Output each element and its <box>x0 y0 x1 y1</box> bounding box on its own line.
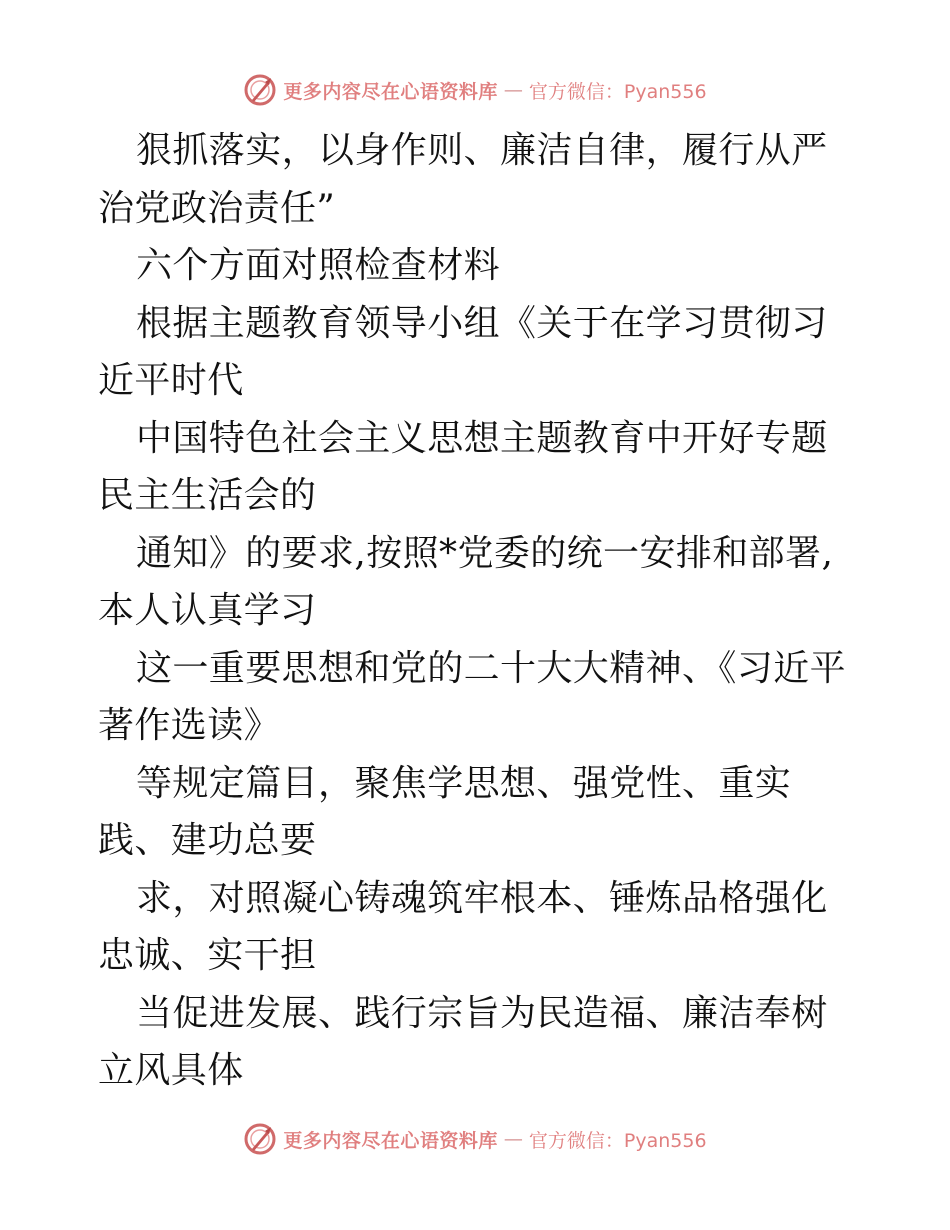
paragraph: 中国特色社会主义思想主题教育中开好专题民主生活会的 <box>98 417 828 516</box>
quill-seal-icon <box>243 73 277 107</box>
watermark-text: 更多内容尽在心语资料库 <box>283 80 498 103</box>
watermark-separator: — <box>503 79 523 101</box>
watermark-wechat: 官方微信：Pyan556 <box>528 1129 707 1152</box>
watermark-banner-top <box>0 70 950 110</box>
watermark-text: 更多内容尽在心语资料库 <box>283 1129 498 1152</box>
paragraph: 求，对照凝心铸魂筑牢根本、锤炼品格强化忠诚、实干担 <box>98 877 828 976</box>
paragraph: 通知》的要求,按照*党委的统一安排和部署,本人认真学习 <box>98 532 834 631</box>
quill-seal-icon <box>243 1122 277 1156</box>
paragraph: 这一重要思想和党的二十大大精神、《习近平著作选读》 <box>98 647 847 746</box>
paragraph: 当促进发展、践行宗旨为民造福、廉洁奉树立风具体 <box>98 992 828 1091</box>
paragraph: 六个方面对照检查材料 <box>136 245 501 286</box>
paragraph: 狠抓落实，以身作则、廉洁自律，履行从严治党政治责任” <box>98 130 828 229</box>
paragraph: 等规定篇目，聚焦学思想、强党性、重实践、建功总要 <box>98 762 792 861</box>
document-body <box>98 122 858 1100</box>
watermark-banner-bottom <box>0 1119 950 1159</box>
watermark-separator: — <box>503 1128 523 1150</box>
paragraph: 根据主题教育领导小组《关于在学习贯彻习近平时代 <box>98 302 828 401</box>
watermark-wechat: 官方微信：Pyan556 <box>528 80 707 103</box>
